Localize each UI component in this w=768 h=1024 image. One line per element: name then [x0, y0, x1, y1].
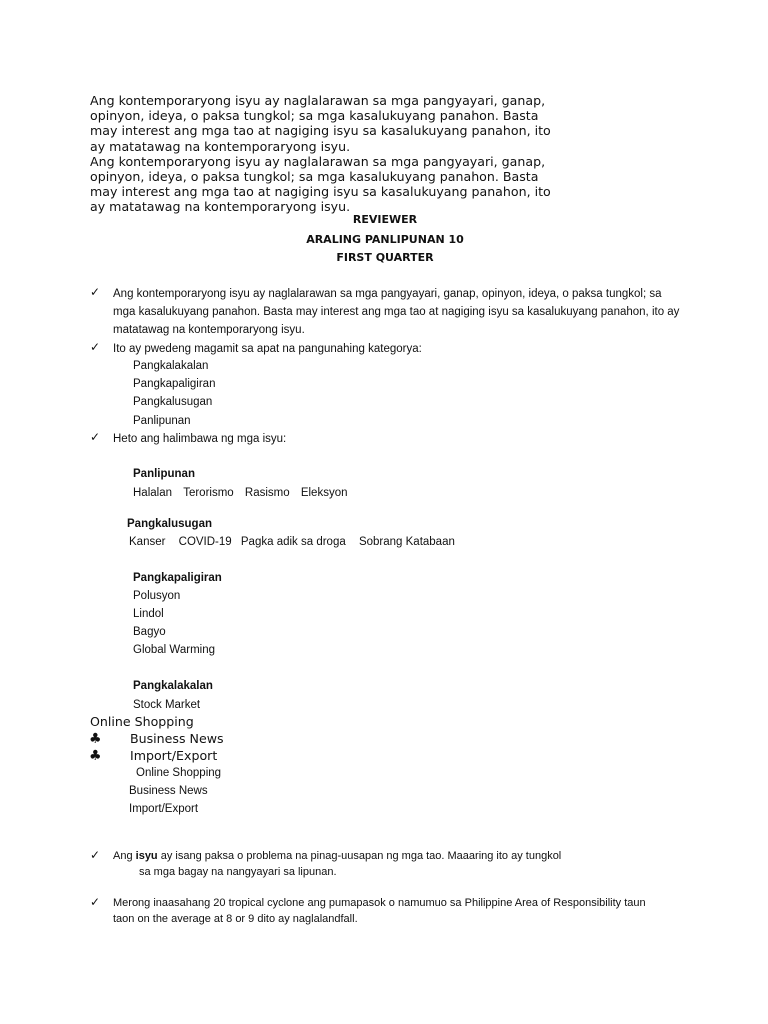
club-bullet-icon: ♣ — [89, 731, 102, 747]
subject-title: ARALING PANLIPUNAN 10 — [306, 233, 464, 246]
quarter-title: FIRST QUARTER — [336, 251, 434, 264]
example-item: Stock Market — [133, 699, 201, 711]
check-icon: ✓ — [90, 430, 101, 444]
intro-paragraph: Ang kontemporaryong isyu ay naglalarawan sa mga pangyayari, ganap, opinyon, ideya, o paksa tungkol; sa mga kasalukuyang panahon. Basta may interest ang mga tao at nagiging isyu sa kasalukuyang panahon, ito ay matatawag na kontemporaryong isyu. — [90, 93, 551, 154]
isyu-definition-line: sa mga bagay na nangyayari sa lipunan. — [139, 866, 337, 878]
example-heading-panlipunan: Panlipunan — [133, 468, 195, 480]
category-item: Panlipunan — [133, 415, 191, 427]
examples-intro: Heto ang halimbawa ng mga isyu: — [113, 433, 287, 445]
example-heading-pangkapaligiran: Pangkapaligiran — [133, 572, 222, 584]
sub-item: Business News — [129, 785, 208, 797]
check-icon: ✓ — [90, 895, 101, 909]
example-item: Global Warming — [133, 644, 216, 656]
category-intro: Ito ay pwedeng magamit sa apat na pangunahing kategorya: — [113, 343, 422, 355]
definition-line: Ang kontemporaryong isyu ay naglalarawan sa mga pangyayari, ganap, opinyon, ideya, o paksa tungkol; sa — [113, 288, 662, 300]
example-item: Polusyon — [133, 590, 181, 602]
example-heading-pangkalakalan: Pangkalakalan — [133, 680, 213, 692]
sub-item: Online Shopping — [136, 767, 222, 779]
club-bullet-icon: ♣ — [89, 748, 102, 764]
intro-paragraph: Ang kontemporaryong isyu ay naglalarawan sa mga pangyayari, ganap, opinyon, ideya, o paksa tungkol; sa mga kasalukuyang panahon. Basta may interest ang mga tao at nagiging isyu sa kasalukuyang panahon, ito ay matatawag na kontemporaryong isyu. — [90, 153, 551, 215]
category-item: Pangkapaligiran — [133, 378, 216, 390]
check-icon: ✓ — [90, 848, 101, 862]
cyclone-fact: Merong inaasahang 20 tropical cyclone ang pumapasok o namumuo sa Philippine Area of Responsibility taun — [113, 897, 646, 909]
duplicate-item: Online Shopping — [90, 714, 194, 729]
example-item: Lindol — [133, 608, 164, 620]
check-icon: ✓ — [90, 340, 101, 354]
definition-line: mga kasalukuyang panahon. Basta may interest ang mga tao at nagiging isyu sa kasalukuyang panahon, ito ay — [113, 306, 680, 318]
example-heading-pangkalusugan: Pangkalusugan — [127, 518, 212, 530]
cyclone-fact: taon on the average at 8 or 9 dito ay naglalandfall. — [113, 913, 358, 925]
duplicate-item: Import/Export — [130, 748, 218, 763]
isyu-definition: Ang isyu ay isang paksa o problema na pinag-uusapan ng mga tao. Maaaring ito ay tungkol — [113, 850, 562, 862]
category-item: Pangkalusugan — [133, 396, 213, 408]
example-items-pangkalusugan: Kanser COVID-19 Pagka adik sa droga Sobrang Katabaan — [129, 536, 455, 548]
example-item: Bagyo — [133, 626, 166, 638]
intro-text — [90, 93, 560, 215]
duplicate-item: Business News — [130, 731, 224, 746]
check-icon: ✓ — [90, 285, 101, 299]
definition-line: matatawag na kontemporaryong isyu. — [113, 324, 305, 336]
reviewer-title: REVIEWER — [352, 213, 418, 226]
category-item: Pangkalakalan — [133, 360, 209, 372]
example-items-panlipunan: Halalan Terorismo Rasismo Eleksyon — [133, 487, 348, 499]
sub-item: Import/Export — [129, 803, 199, 815]
